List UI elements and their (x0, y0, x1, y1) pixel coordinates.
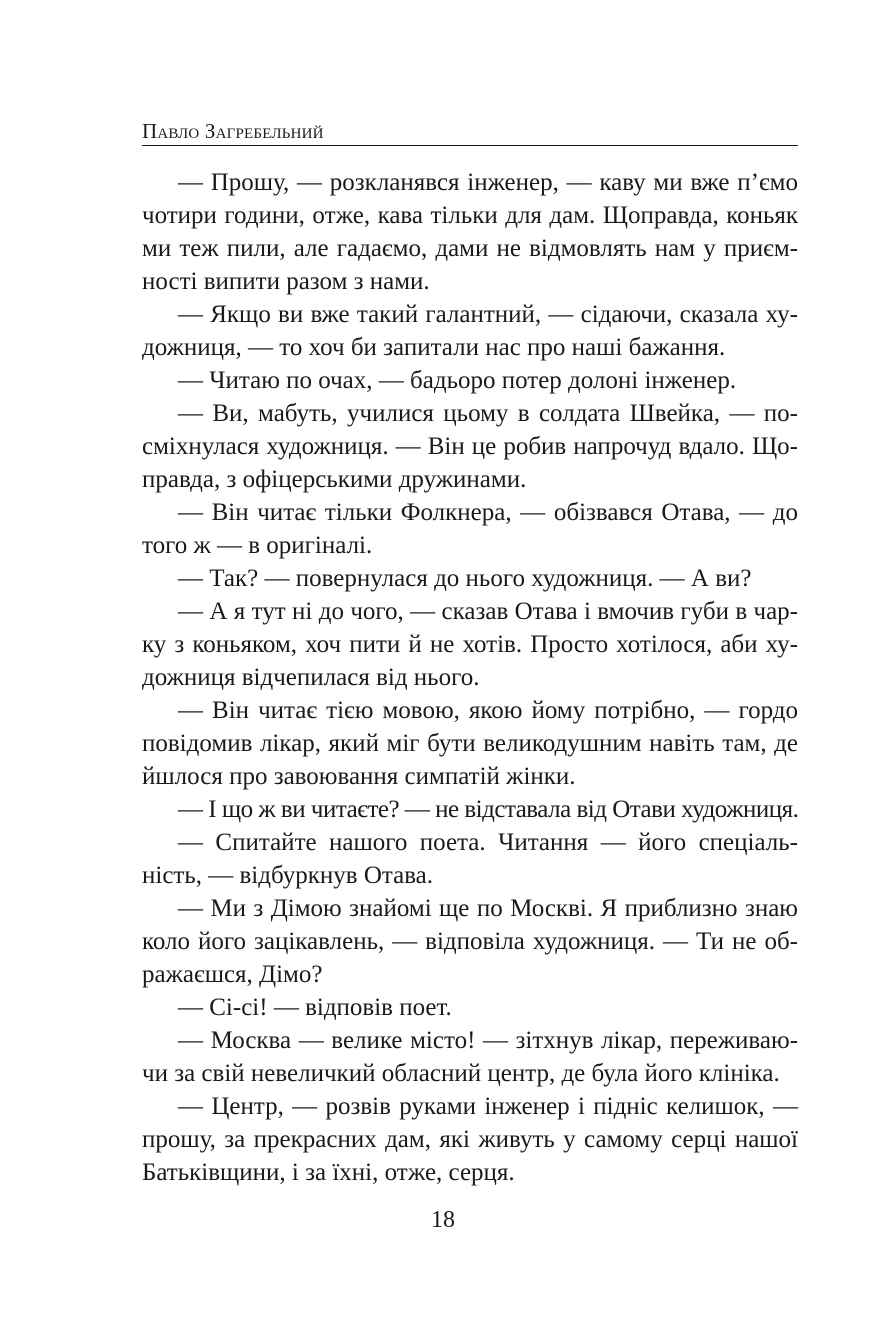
text-line: ми теж пили, але гадаємо, дами не відмовлять нам у приєм- (142, 235, 798, 262)
text-line: — Москва — велике місто! — зітхнув лікар, переживаю- (178, 1027, 798, 1054)
text-line: — І що ж ви читаєте? — не відставала від Отави художниця. (178, 796, 799, 823)
text-line: — Спитайте нашого поета. Читання — його спеціаль- (178, 829, 798, 856)
text-line: дожниця відчепилася від нього. (142, 664, 480, 691)
text-line: Батьківщини, і за їхні, отже, серця. (142, 1159, 515, 1186)
text-line: — Так? — повернулася до нього художниця. — А ви? (178, 565, 752, 592)
paragraph (142, 826, 798, 892)
paragraph (142, 1090, 798, 1189)
body-text (142, 166, 798, 1189)
text-line: — Центр, — розвів руками інженер і підніс келишок, — (178, 1093, 798, 1120)
paragraph (142, 166, 798, 298)
text-line: — Він читає тільки Фолкнера, — обізвався Отава, — до (178, 499, 798, 526)
text-line: — Читаю по очах, — бадьоро потер долоні інженер. (178, 367, 737, 394)
paragraph (142, 496, 798, 562)
text-line: прошу, за прекрасних дам, які живуть у самому серці нашої (142, 1126, 798, 1153)
text-line: правда, з офіцерськими дружинами. (142, 466, 527, 493)
text-line: — А я тут ні до чого, — сказав Отава і вмочив губи в чар- (178, 598, 798, 625)
text-line: чотири години, отже, кава тільки для дам. Щоправда, коньяк (142, 202, 798, 229)
text-line: ражаєшся, Дімо? (142, 961, 323, 988)
paragraph (142, 397, 798, 496)
text-line: дожниця, — то хоч би запитали нас про наші бажання. (142, 334, 726, 361)
text-line: — Прошу, — розкланявся інженер, — каву ми вже п’ємо (178, 169, 798, 196)
text-line: чи за свій невеличкий обласний центр, де була його клініка. (142, 1060, 780, 1087)
paragraph (142, 562, 798, 595)
text-line: — Він читає тією мовою, якою йому потрібно, — гордо (178, 697, 798, 724)
page-number: 18 (431, 1207, 455, 1233)
running-head-author: Павло Загребельний (142, 119, 324, 143)
text-line: — Ми з Дімою знайомі ще по Москві. Я приблизно знаю (178, 895, 798, 922)
text-line: — Ви, мабуть, училися цьому в солдата Швейка, — по- (178, 400, 798, 427)
paragraph (142, 1024, 798, 1090)
text-line: того ж — в оригіналі. (142, 532, 373, 559)
text-line: — Сі-сі! — відповів поет. (178, 994, 452, 1021)
paragraph (142, 694, 798, 793)
paragraph (142, 595, 798, 694)
header-rule (142, 145, 798, 146)
text-line: ність, — відбуркнув Отава. (142, 862, 434, 889)
paragraph (142, 991, 798, 1024)
text-line: сміхнулася художниця. — Він це робив напрочуд вдало. Що- (142, 433, 798, 460)
text-line: повідомив лікар, який міг бути великодушним навіть там, де (142, 730, 798, 757)
text-line: — Якщо ви вже такий галантний, — сідаючи, сказала ху- (178, 301, 798, 328)
text-line: коло його зацікавлень, — відповіла художниця. — Ти не об- (142, 928, 798, 955)
paragraph (142, 793, 798, 826)
text-line: ку з коньяком, хоч пити й не хотів. Просто хотілося, аби ху- (142, 631, 798, 658)
paragraph (142, 364, 798, 397)
text-line: ності випити разом з нами. (142, 268, 430, 295)
paragraph (142, 892, 798, 991)
text-line: йшлося про завоювання симпатій жінки. (142, 763, 576, 790)
paragraph (142, 298, 798, 364)
